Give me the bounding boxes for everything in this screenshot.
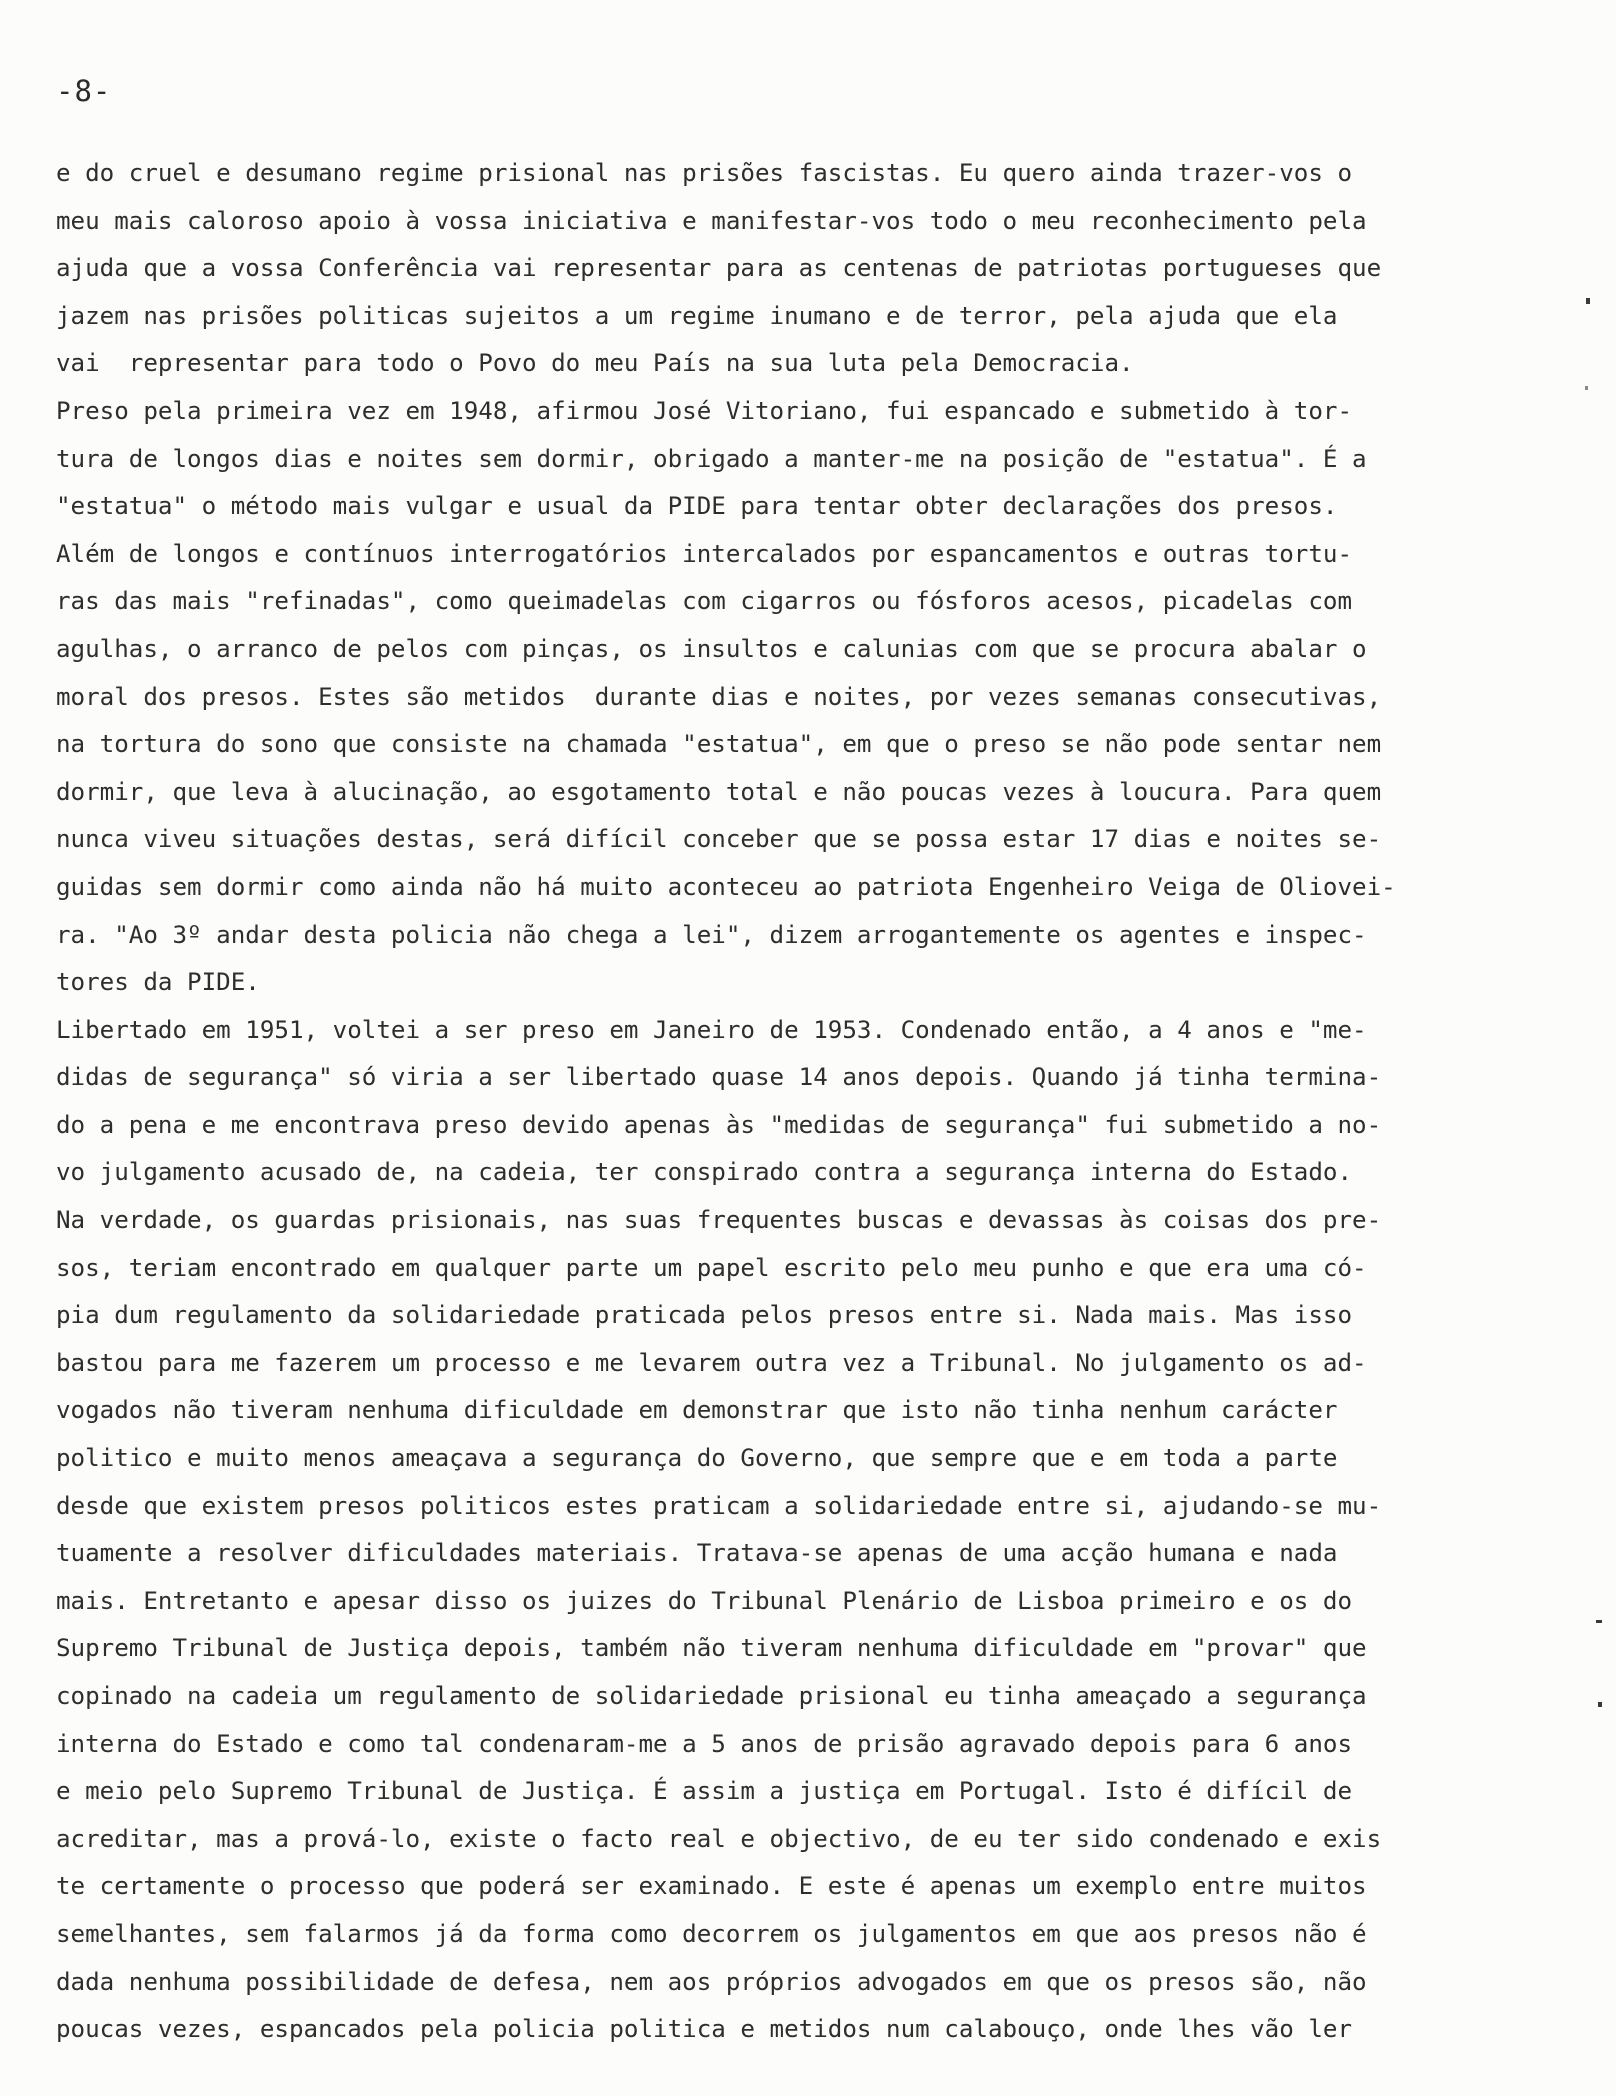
text-line: tores da PIDE. [56,968,260,997]
text-line: dada nenhuma possibilidade de defesa, nem aos próprios advogados em que os presos são, não [56,1967,1367,1996]
text-line: semelhantes, sem falarmos já da forma como decorrem os julgamentos em que aos presos não é [56,1919,1367,1948]
text-line: ra. "Ao 3º andar desta policia não chega a lei", dizem arrogantemente os agentes e inspec- [56,920,1367,949]
text-line: moral dos presos. Estes são metidos durante dias e noites, por vezes semanas consecutivas, [56,682,1382,711]
text-line: do a pena e me encontrava preso devido apenas às "medidas de segurança" fui submetido a no- [56,1110,1382,1139]
text-line: Na verdade, os guardas prisionais, nas suas frequentes buscas e devassas às coisas dos pre- [56,1206,1382,1235]
text-line: Preso pela primeira vez em 1948, afirmou José Vitoriano, fui espancado e submetido à tor- [56,396,1353,425]
scan-speck [1596,1620,1602,1623]
text-line: "estatua" o método mais vulgar e usual da PIDE para tentar obter declarações dos presos. [56,492,1338,521]
text-line: te certamente o processo que poderá ser examinado. E este é apenas um exemplo entre muitos [56,1872,1367,1901]
text-line: guidas sem dormir como ainda não há muito aconteceu ao patriota Engenheiro Veiga de Oliovei- [56,872,1396,901]
text-line: desde que existem presos politicos estes praticam a solidariedade entre si, ajudando-se mu- [56,1491,1382,1520]
text-line: bastou para me fazerem um processo e me levarem outra vez a Tribunal. No julgamento os ad- [56,1348,1367,1377]
text-line: jazem nas prisões politicas sujeitos a um regime inumano e de terror, pela ajuda que ela [56,301,1338,330]
text-line: politico e muito menos ameaçava a segurança do Governo, que sempre que e em toda a parte [56,1444,1338,1473]
scan-speck [1585,386,1588,390]
text-line: interna do Estado e como tal condenaram-me a 5 anos de prisão agravado depois para 6 anos [56,1729,1353,1758]
text-line: ras das mais "refinadas", como queimadelas com cigarros ou fósforos acesos, picadelas com [56,587,1353,616]
text-line: Libertado em 1951, voltei a ser preso em Janeiro de 1953. Condenado então, a 4 anos e "me- [56,1015,1367,1044]
text-line: Além de longos e contínuos interrogatórios intercalados por espancamentos e outras tortu- [56,539,1353,568]
text-line: ajuda que a vossa Conferência vai representar para as centenas de patriotas portugueses que [56,254,1382,283]
scan-speck [1586,298,1590,304]
text-line: agulhas, o arranco de pelos com pinças, os insultos e calunias com que se procura abalar o [56,634,1367,663]
text-line: vogados não tiveram nenhuma dificuldade em demonstrar que isto não tinha nenhum carácter [56,1396,1338,1425]
text-line: acreditar, mas a prová-lo, existe o facto real e objectivo, de eu ter sido condenado e exis [56,1824,1382,1853]
text-line: tura de longos dias e noites sem dormir, obrigado a manter-me na posição de "estatua". É a [56,444,1367,473]
text-line: dormir, que leva à alucinação, ao esgotamento total e não poucas vezes à loucura. Para quem [56,777,1382,806]
text-line: copinado na cadeia um regulamento de solidariedade prisional eu tinha ameaçado a segurança [56,1682,1367,1710]
text-line: tuamente a resolver dificuldades materiais. Tratava-se apenas de uma acção humana e nada [56,1539,1338,1568]
page-number: -8- [56,74,112,108]
text-line: sos, teriam encontrado em qualquer parte um papel escrito pelo meu punho e que era uma có- [56,1253,1367,1282]
text-line: nunca viveu situações destas, será difícil conceber que se possa estar 17 dias e noites se- [56,825,1382,854]
text-line: vo julgamento acusado de, na cadeia, ter conspirado contra a segurança interna do Estado. [56,1158,1353,1187]
text-line: pia dum regulamento da solidariedade praticada pelos presos entre si. Nada mais. Mas isso [56,1301,1353,1330]
text-line: Supremo Tribunal de Justiça depois, também não tiveram nenhuma dificuldade em "provar" que [56,1634,1367,1663]
body-text [56,150,1496,2054]
text-line: didas de segurança" só viria a ser libertado quase 14 anos depois. Quando já tinha termina- [56,1063,1382,1092]
text-line: na tortura do sono que consiste na chamada "estatua", em que o preso se não pode sentar nem [56,730,1382,759]
text-line: poucas vezes, espancados pela policia politica e metidos num calabouço, onde lhes vão ler [56,2015,1353,2044]
scan-speck [1598,1702,1602,1707]
text-line: e do cruel e desumano regime prisional nas prisões fascistas. Eu quero ainda trazer-vos o [56,159,1353,187]
text-line: meu mais caloroso apoio à vossa iniciativa e manifestar-vos todo o meu reconhecimento pela [56,206,1367,235]
text-line: vai representar para todo o Povo do meu País na sua luta pela Democracia. [56,349,1134,378]
text-line: e meio pelo Supremo Tribunal de Justiça. É assim a justiça em Portugal. Isto é difícil de [56,1777,1353,1806]
text-line: mais. Entretanto e apesar disso os juizes do Tribunal Plenário de Lisboa primeiro e os do [56,1586,1353,1615]
